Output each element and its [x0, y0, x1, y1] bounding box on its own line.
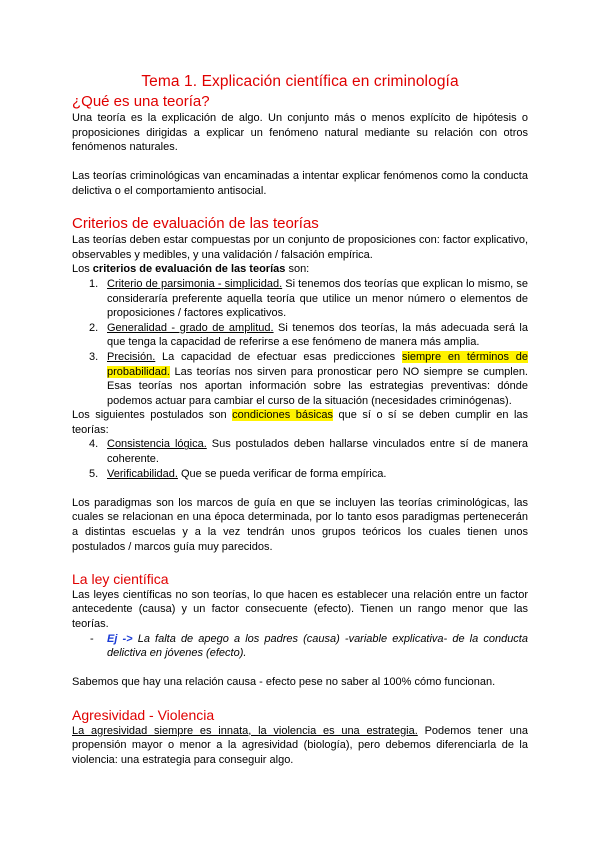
underlined-text: La agresividad siempre es innata, la violencia es una estrategia.: [72, 724, 418, 737]
criteria-list: [72, 277, 528, 408]
example-item: - Ej -> La falta de apego a los padres (causa) -variable explicativa- de la conducta delictiva en jóvenes (efecto).: [90, 632, 528, 660]
highlighted-text: condiciones básicas: [232, 409, 334, 422]
bold-text: criterios de evaluación de las teorías: [92, 263, 286, 276]
criterion-term: Consistencia lógica.: [107, 438, 207, 451]
section-heading-ley-cientifica: La ley científica: [72, 570, 169, 587]
paragraph: La agresividad siempre es innata, la violencia es una estrategia. Podemos tener una propensión mayor o menor a la agresividad (biología), pero debemos diferenciarla de la violencia: una estrategia para conseguir algo.: [72, 724, 528, 766]
list-item: 4. Consistencia lógica. Sus postulados deben hallarse vinculados entre sí de manera coherente.: [89, 438, 528, 466]
section-heading-que-es-teoria: ¿Qué es una teoría?: [72, 93, 210, 110]
list-item: 1. Criterio de parsimonia - simplicidad. Si tenemos dos teorías que explican lo mismo, se consideraría preferente aquella teoría que utilice un menor número o elementos de proposiciones / factores explicativos.: [89, 277, 528, 320]
criterion-term: Generalidad - grado de amplitud.: [107, 321, 274, 334]
criterion-term: Precisión.: [107, 350, 156, 363]
page-title: Tema 1. Explicación científica en criminología: [141, 73, 459, 90]
section-heading-agresividad: Agresividad - Violencia: [72, 706, 215, 723]
paragraph: Las teorías criminológicas van encaminadas a intentar explicar fenómenos como la conducta delictiva o el comportamiento antisocial.: [72, 170, 528, 197]
paragraph: Los paradigmas son los marcos de guía en que se incluyen las teorías criminológicas, las cuales se relacionan en una época determinada, por lo tanto esos paradigmas pertenecerán a distintas escuelas y a la vez tendrán unos grupos teóricos los cuales tienen unos postulados / marcos guía muy parecidos.: [72, 496, 528, 553]
list-item: 2. Generalidad - grado de amplitud. Si tenemos dos teorías, la más adecuada será la que tenga la capacidad de referirse a ese fenómeno de manera más amplia.: [89, 321, 528, 349]
list-item: 5. Verificabilidad. Que se pueda verificar de forma empírica.: [89, 467, 387, 480]
criterion-term: Verificabilidad.: [107, 467, 178, 480]
list-item: 3. Precisión. La capacidad de efectuar esas predicciones siempre en términos de probabilidad. Las teorías nos sirven para pronosticar pero NO siempre se cumplen. Esas teorías nos aportan información sobre las estrategias preventivas: dónde podemos actuar para cambiar el curso de la situación (necesidades criminógenas).: [89, 350, 528, 407]
example-label: Ej ->: [107, 632, 133, 645]
highlighted-text: siempre en términos de probabilidad.: [107, 350, 528, 378]
document-page: [72, 72, 528, 767]
criterion-term: Criterio de parsimonia - simplicidad.: [107, 277, 283, 290]
paragraph: Las leyes científicas no son teorías, lo que hacen es establecer una relación entre un factor antecedente (causa) y un factor consecuente (efecto). Tienen un rango menor que las teorías.: [72, 588, 528, 630]
paragraph: Los siguientes postulados son condiciones básicas que sí o sí se deben cumplir en las teorías:: [72, 409, 529, 436]
conditions-list: [72, 437, 528, 481]
section-heading-criterios: Criterios de evaluación de las teorías: [72, 215, 319, 233]
paragraph: Las teorías deben estar compuestas por un conjunto de proposiciones con: factor explicativo, observables y medibles, y una validación / falsación empírica.: [72, 234, 528, 261]
paragraph: Una teoría es la explicación de algo. Un conjunto más o menos explícito de hipótesis o proposiciones dirigidas a explicar un fenómeno natural mediante su relación con otros fenómenos naturales.: [72, 112, 528, 154]
paragraph: Sabemos que hay una relación causa - efecto pese no saber al 100% cómo funcionan.: [72, 676, 496, 689]
paragraph: Los criterios de evaluación de las teorías son:: [72, 263, 310, 276]
